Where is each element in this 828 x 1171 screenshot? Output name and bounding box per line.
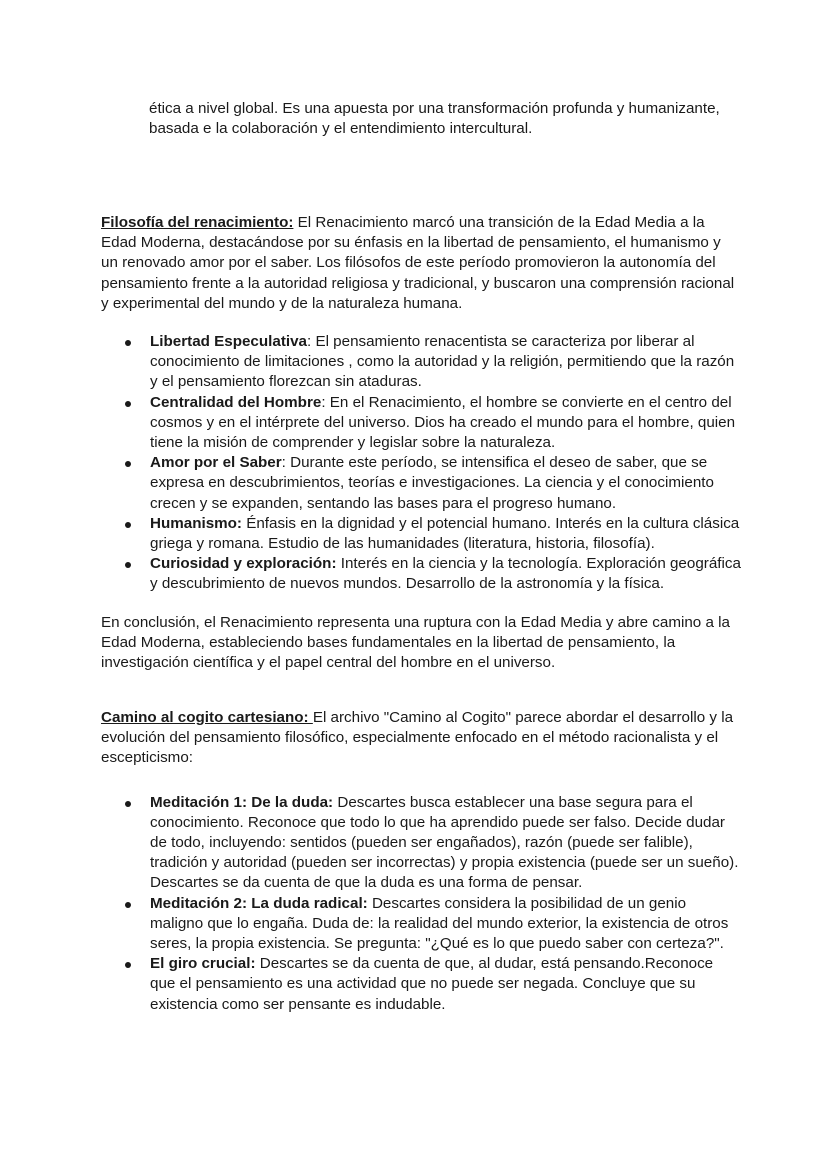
item-term: Centralidad del Hombre bbox=[150, 393, 322, 411]
bullet-icon bbox=[125, 801, 131, 807]
item-term: Curiosidad y exploración: bbox=[150, 555, 337, 573]
item-text: Descartes considera la posibilidad de un genio maligno que lo engaña. Duda de: la realidad del mundo exterior, la existencia de otros seres, la propia existencia. Se pregunta: "¿Qué es lo que puedo saber con certeza?". bbox=[150, 894, 729, 953]
conclusion-paragraph: En conclusión, el Renacimiento representa una ruptura con la Edad Media y abre camino a la Edad Moderna, estableciendo bases fundamentales en la libertad de pensamiento, la investigación científica y el papel central del hombre en el universo. bbox=[101, 613, 730, 672]
item-text: Durante este período, se intensifica el deseo de saber, que se expresa en descubrimientos, teorías e investigaciones. La ciencia y el conocimiento crecen y se expanden, sentando las bases para el progreso humano. bbox=[150, 454, 714, 512]
bullet-icon bbox=[125, 461, 131, 467]
list-item bbox=[101, 894, 741, 955]
renacimiento-list bbox=[101, 332, 741, 595]
item-separator: : bbox=[281, 454, 286, 472]
item-text: En el Renacimiento, el hombre se convierte en el centro del cosmos y en el intérprete del universo. Dios ha creado el mundo para el hombre, quien tiene la misión de comprender y legislar sobre la naturaleza. bbox=[150, 393, 736, 452]
item-separator: : bbox=[307, 333, 312, 351]
item-text: Énfasis en la dignidad y el potencial humano. Interés en la cultura clásica griega y romana. Estudio de las humanidades (literatura, historia, filosofía). bbox=[150, 514, 740, 553]
section-heading: Filosofía del renacimiento: bbox=[101, 214, 294, 231]
bullet-icon bbox=[125, 401, 131, 407]
item-term: Humanismo: bbox=[150, 514, 242, 532]
bullet-icon bbox=[125, 902, 131, 908]
bullet-icon bbox=[125, 522, 131, 528]
intro-paragraph: ética a nivel global. Es una apuesta por una transformación profunda y humanizante, basada e la colaboración y el entendimiento intercultural. bbox=[149, 100, 720, 138]
list-item bbox=[101, 514, 741, 554]
item-term: Meditación 2: La duda radical: bbox=[150, 894, 368, 912]
item-term: Libertad Especulativa bbox=[150, 333, 307, 351]
section-renacimiento bbox=[101, 213, 741, 673]
item-text: Interés en la ciencia y la tecnología. Exploración geográfica y descubrimiento de nuevos mundos. Desarrollo de la astronomía y la física. bbox=[150, 555, 741, 593]
item-text: Descartes busca establecer una base segura para el conocimiento. Reconoce que todo lo que ha aprendido puede ser falso. Decide dudar de todo, incluyendo: sentidos (pueden ser engañados), razón (puede ser falible), tradición y autoridad (pueden ser incorrectas) y propia existencia (puede ser un sueño). Descartes se da cuenta de que la duda es una forma de pensar. bbox=[150, 793, 739, 892]
list-item bbox=[101, 954, 741, 1015]
list-item bbox=[101, 793, 741, 894]
item-term: Amor por el Saber bbox=[150, 454, 282, 472]
list-item bbox=[101, 393, 741, 454]
section-body: El archivo "Camino al Cogito" parece abordar el desarrollo y la evolución del pensamiento filosófico, especialmente enfocado en el método racionalista y el escepticismo: bbox=[101, 709, 734, 767]
list-item bbox=[101, 453, 741, 514]
item-text: Descartes se da cuenta de que, al dudar, está pensando.Reconoce que el pensamiento es una actividad que no puede ser negada. Concluye que su existencia como ser pensante es indudable. bbox=[150, 955, 714, 1013]
section-cogito bbox=[101, 708, 741, 1015]
section-body: El Renacimiento marcó una transición de la Edad Media a la Edad Moderna, destacándose por su énfasis en la libertad de pensamiento, el humanismo y un renovado amor por el saber. Los filósofos de este período promovieron la autonomía del pensamiento frente a la autoridad religiosa y tradicional, y buscaron una comprensión racional y experimental del mundo y de la naturaleza humana. bbox=[101, 214, 735, 312]
item-term: Meditación 1: De la duda: bbox=[150, 793, 334, 811]
cogito-intro bbox=[101, 708, 741, 769]
section-heading: Camino al cogito cartesiano: bbox=[101, 709, 313, 726]
list-item bbox=[101, 332, 741, 393]
renacimiento-intro bbox=[101, 213, 741, 314]
list-item bbox=[101, 554, 741, 594]
bullet-icon bbox=[125, 562, 131, 568]
item-separator: : bbox=[321, 393, 326, 411]
cogito-list bbox=[101, 793, 741, 1015]
item-text: El pensamiento renacentista se caracteriza por liberar al conocimiento de limitaciones , como la autoridad y la religión, permitiendo que la razón y el pensamiento florezcan sin ataduras. bbox=[150, 333, 735, 391]
bullet-icon bbox=[125, 962, 131, 968]
bullet-icon bbox=[125, 340, 131, 346]
item-term: El giro crucial: bbox=[150, 955, 256, 973]
